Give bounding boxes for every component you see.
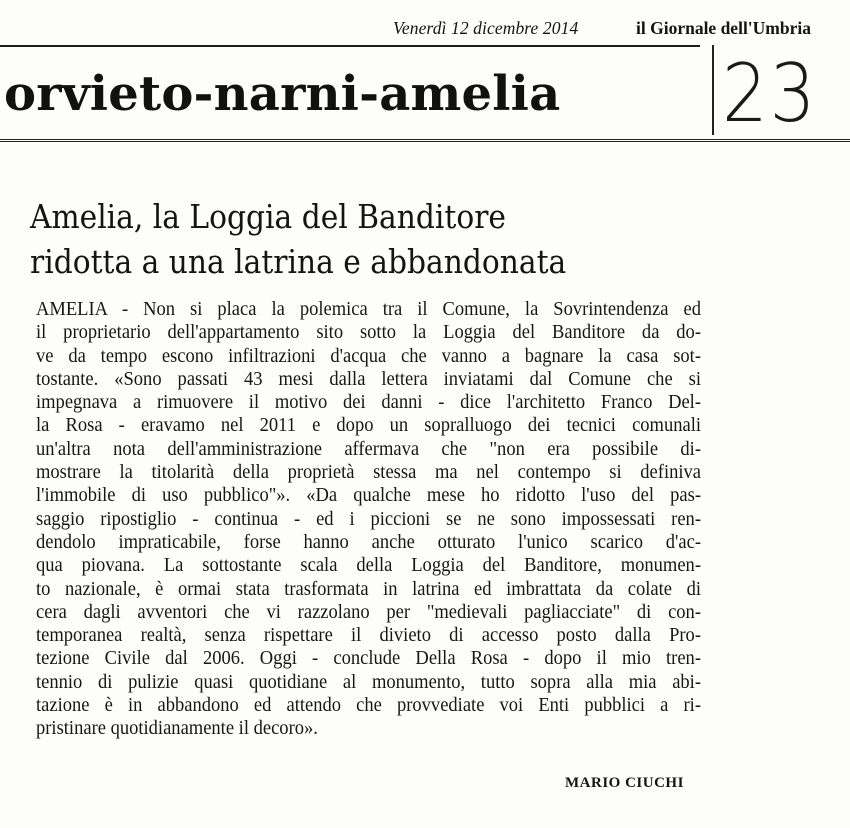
body-line: qua piovana. La sottostante scala della Loggia del Banditore, monumen- — [36, 555, 701, 577]
headline-line-1: Amelia, la Loggia del Banditore — [30, 197, 506, 236]
article-byline: MARIO CIUCHI — [565, 775, 684, 791]
body-line: un'altra nota dell'amministrazione affermava che "non era possibile di- — [36, 438, 701, 460]
issue-date: Venerdì 12 dicembre 2014 — [393, 18, 579, 38]
article-headline — [30, 194, 660, 284]
section-divider — [712, 45, 714, 135]
article-body — [36, 298, 701, 741]
body-line: tostante. «Sono passati 43 mesi dalla lettera inviatami dal Comune che si — [36, 368, 701, 390]
body-line: il proprietario dell'appartamento sito sotto la Loggia del Banditore da do- — [36, 322, 701, 344]
newspaper-name: il Giornale dell'Umbria — [636, 18, 811, 38]
body-line: temporanea realtà, senza rispettare il divieto di accesso posto dalla Pro- — [36, 625, 701, 647]
body-line: tezione Civile dal 2006. Oggi - conclude Della Rosa - dopo il mio tren- — [36, 648, 701, 670]
body-line: tazione è in abbandono ed attendo che provvediate voi Enti pubblici a ri- — [36, 695, 701, 717]
header-top-rule — [0, 45, 700, 47]
page-number: 23 — [722, 47, 818, 140]
body-line: ve da tempo escono infiltrazioni d'acqua che vanno a bagnare la casa sot- — [36, 345, 701, 367]
body-line: l'immobile di uso pubblico"». «Da qualche mese ho ridotto l'uso del pas- — [36, 485, 701, 507]
body-line: pristinare quotidianamente il decoro». — [36, 718, 318, 740]
header-bottom-rule — [0, 139, 850, 142]
body-line: saggio ripostiglio - continua - ed i piccioni se ne sono impossessati ren- — [36, 508, 701, 530]
body-line: dendolo impraticabile, forse hanno anche otturato l'unico scarico d'ac- — [36, 531, 701, 553]
body-line: la Rosa - eravamo nel 2011 e dopo un sopralluogo dei tecnici comunali — [36, 415, 701, 437]
body-line: impegnava a rimuovere il motivo dei danni - dice l'architetto Franco Del- — [36, 392, 701, 414]
section-title: orvieto-narni-amelia — [4, 66, 561, 122]
body-line: cera dagli avventori che vi razzolano per "medievali pagliacciate" di con- — [36, 601, 701, 623]
body-line: AMELIA - Non si placa la polemica tra il Comune, la Sovrintendenza ed — [36, 299, 701, 320]
headline-line-2: ridotta a una latrina e abbandonata — [30, 242, 567, 281]
body-line: to nazionale, è ormai stata trasformata in latrina ed imbrattata da colate di — [36, 578, 701, 600]
body-line: mostrare la titolarità della proprietà stessa ma nel contempo si definiva — [36, 462, 701, 484]
body-line: tennio di pulizie quasi quotidiane al monumento, tutto sopra alla mia abi- — [36, 671, 701, 693]
